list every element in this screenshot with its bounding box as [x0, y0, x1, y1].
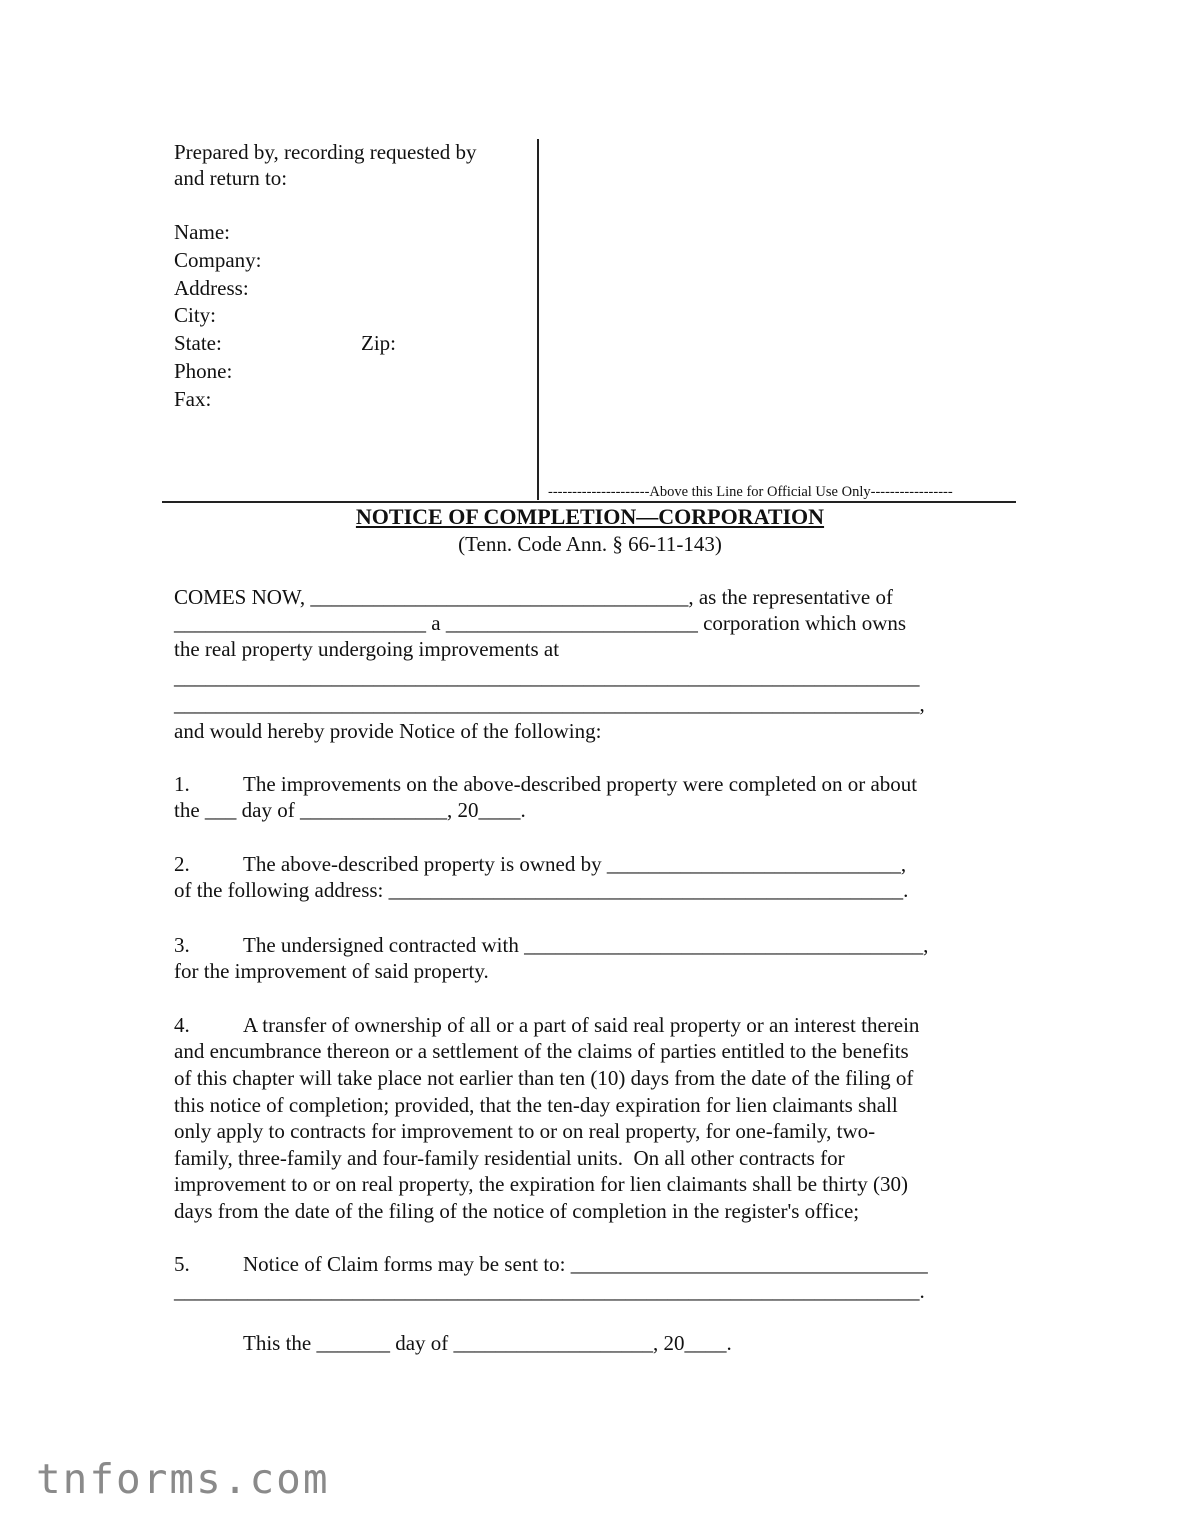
item-4-line5: only apply to contracts for improvement to or on real property, for one-family, two-: [174, 1119, 876, 1143]
item-4-line7: improvement to or on real property, the expiration for lien claimants shall be thirty (30): [174, 1172, 909, 1196]
prepared-by-line2: and return to:: [174, 166, 288, 190]
recording-divider-vertical: [537, 139, 539, 500]
prepared-by-line1: Prepared by, recording requested by: [174, 140, 477, 164]
item-2: [174, 851, 906, 878]
address-label: Address:: [174, 276, 249, 300]
item-3-line2: for the improvement of said property.: [174, 959, 489, 983]
company-label: Company:: [174, 248, 262, 272]
item-4-line8: days from the date of the filing of the notice of completion in the register's office;: [174, 1199, 860, 1223]
site-watermark: tnforms.com: [36, 1455, 330, 1503]
item-4-line2: and encumbrance thereon or a settlement of the claims of parties entitled to the benefits: [174, 1039, 909, 1063]
item-5-line1: Notice of Claim forms may be sent to: __________________________________: [243, 1252, 928, 1276]
item-4-line4: this notice of completion; provided, that the ten-day expiration for lien claimants shall: [174, 1093, 898, 1117]
item-4-line6: family, three-family and four-family residential units. On all other contracts for: [174, 1146, 845, 1170]
official-use-note: ---------------------Above this Line for Official Use Only-----------------: [548, 484, 953, 500]
state-label: State:: [174, 331, 222, 355]
document-title-text: NOTICE OF COMPLETION—CORPORATION: [355, 504, 825, 529]
item-4-line3: of this chapter will take place not earlier than ten (10) days from the date of the filing of: [174, 1066, 914, 1090]
statute-citation: (Tenn. Code Ann. § 66-11-143): [458, 532, 722, 556]
document-title: [0, 504, 1180, 530]
city-label: City:: [174, 303, 217, 327]
item-3: [174, 932, 928, 959]
item-3-number: 3.: [174, 933, 190, 957]
item-2-line2: of the following address: _________________________________________________.: [174, 878, 909, 902]
name-label: Name:: [174, 220, 230, 244]
intro-line2: ________________________ a ________________________ corporation which owns: [174, 611, 907, 635]
item-5-number: 5.: [174, 1252, 190, 1276]
zip-label: Zip:: [361, 331, 396, 355]
intro-line6: and would hereby provide Notice of the following:: [174, 719, 602, 743]
fax-label: Fax:: [174, 387, 212, 411]
item-1: [174, 771, 917, 798]
property-address-line2: _______________________________________________________________________,: [174, 692, 925, 716]
recording-divider-horizontal: [162, 501, 1016, 503]
item-5-line2: _______________________________________________________________________.: [174, 1279, 925, 1303]
date-closing-line: This the _______ day of ___________________, 20____.: [243, 1331, 732, 1355]
item-3-line1: The undersigned contracted with ______________________________________,: [243, 933, 929, 957]
intro-line3: the real property undergoing improvements at: [174, 637, 560, 661]
item-1-line2: the ___ day of ______________, 20____.: [174, 798, 526, 822]
item-2-line1: The above-described property is owned by ____________________________,: [243, 852, 907, 876]
intro-line1: COMES NOW, ____________________________________, as the representative of: [174, 585, 893, 609]
phone-label: Phone:: [174, 359, 233, 383]
property-address-line1: _______________________________________________________________________: [174, 665, 920, 689]
item-4-line1: A transfer of ownership of all or a part of said real property or an interest therein: [243, 1013, 920, 1037]
item-5: [174, 1251, 928, 1278]
item-4-number: 4.: [174, 1013, 190, 1037]
item-4: [174, 1012, 919, 1039]
item-2-number: 2.: [174, 852, 190, 876]
item-1-line1: The improvements on the above-described property were completed on or about: [243, 772, 918, 796]
item-1-number: 1.: [174, 772, 190, 796]
